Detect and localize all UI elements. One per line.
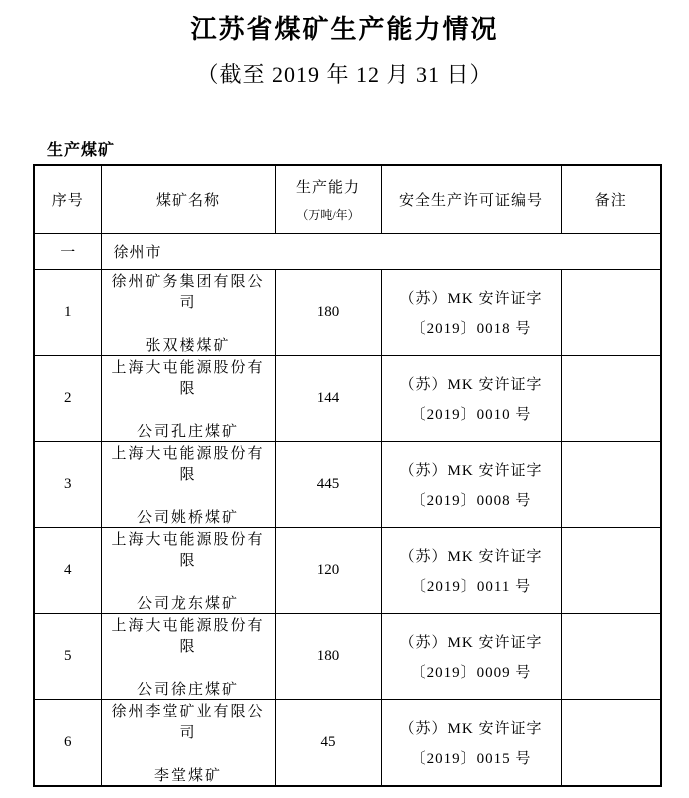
table-row	[34, 269, 661, 355]
license-line1: （苏）MK 安许证字	[399, 462, 543, 479]
license-line1: （苏）MK 安许证字	[399, 376, 543, 393]
mine-name-line1: 上海大屯能源股份有限	[111, 531, 265, 569]
license-line2: 〔2019〕0011 号	[410, 578, 532, 595]
mine-name-line2: 张双楼煤矿	[145, 337, 231, 354]
remark-cell	[561, 527, 661, 613]
table-row	[34, 613, 661, 699]
page-title: 江苏省煤矿生产能力情况	[190, 15, 499, 44]
group-name-cell: 徐州市	[101, 233, 661, 269]
mine-name-line1: 上海大屯能源股份有限	[111, 445, 265, 483]
header-mine-name: 煤矿名称	[101, 165, 275, 233]
license-cell	[381, 355, 561, 441]
mine-name-cell	[101, 699, 275, 786]
license-line2: 〔2019〕0010 号	[410, 406, 532, 423]
mine-name-line2: 公司孔庄煤矿	[136, 423, 239, 440]
mine-name-line2: 公司姚桥煤矿	[136, 509, 239, 526]
capacity-cell: 180	[275, 613, 381, 699]
mine-name-line2: 公司龙东煤矿	[136, 595, 239, 612]
mine-name-line1: 上海大屯能源股份有限	[111, 617, 265, 655]
remark-cell	[561, 355, 661, 441]
license-line2: 〔2019〕0018 号	[410, 320, 532, 337]
remark-cell	[561, 699, 661, 786]
row-index-cell: 4	[34, 527, 101, 613]
table-header-row	[34, 165, 661, 233]
capacity-cell: 445	[275, 441, 381, 527]
license-line2: 〔2019〕0008 号	[410, 492, 532, 509]
license-line1: （苏）MK 安许证字	[399, 634, 543, 651]
header-remark: 备注	[561, 165, 661, 233]
table-row	[34, 355, 661, 441]
mine-name-line1: 上海大屯能源股份有限	[111, 359, 265, 397]
header-index: 序号	[34, 165, 101, 233]
header-capacity-title: 生产能力	[295, 179, 360, 196]
row-index-cell: 2	[34, 355, 101, 441]
group-index-cell: 一	[34, 233, 101, 269]
capacity-cell: 180	[275, 269, 381, 355]
header-capacity-unit: （万吨/年）	[296, 207, 360, 222]
license-line1: （苏）MK 安许证字	[399, 548, 543, 565]
license-cell	[381, 269, 561, 355]
mine-name-cell	[101, 441, 275, 527]
table-row	[34, 441, 661, 527]
section-label: 生产煤矿	[47, 142, 116, 159]
license-cell	[381, 441, 561, 527]
mine-name-cell	[101, 355, 275, 441]
page-subtitle: （截至 2019 年 12 月 31 日）	[196, 62, 493, 87]
mine-name-line2: 李堂煤矿	[153, 767, 222, 784]
header-license: 安全生产许可证编号	[381, 165, 561, 233]
coal-mine-table	[33, 164, 662, 787]
row-index-cell: 6	[34, 699, 101, 786]
license-cell	[381, 527, 561, 613]
row-index-cell: 3	[34, 441, 101, 527]
table-row	[34, 699, 661, 786]
mine-name-line1: 徐州李堂矿业有限公司	[111, 703, 265, 741]
mine-name-line1: 徐州矿务集团有限公司	[111, 273, 265, 311]
table-row	[34, 527, 661, 613]
mine-name-line2: 公司徐庄煤矿	[136, 681, 239, 698]
row-index-cell: 5	[34, 613, 101, 699]
license-line1: （苏）MK 安许证字	[399, 720, 543, 737]
capacity-cell: 45	[275, 699, 381, 786]
mine-name-cell	[101, 527, 275, 613]
mine-name-cell	[101, 269, 275, 355]
license-cell	[381, 613, 561, 699]
license-line2: 〔2019〕0015 号	[410, 750, 532, 767]
capacity-cell: 144	[275, 355, 381, 441]
city-group-row	[34, 233, 661, 269]
remark-cell	[561, 613, 661, 699]
remark-cell	[561, 269, 661, 355]
mine-name-cell	[101, 613, 275, 699]
row-index-cell: 1	[34, 269, 101, 355]
license-line1: （苏）MK 安许证字	[399, 290, 543, 307]
license-line2: 〔2019〕0009 号	[410, 664, 532, 681]
license-cell	[381, 699, 561, 786]
capacity-cell: 120	[275, 527, 381, 613]
remark-cell	[561, 441, 661, 527]
header-capacity	[275, 165, 381, 233]
